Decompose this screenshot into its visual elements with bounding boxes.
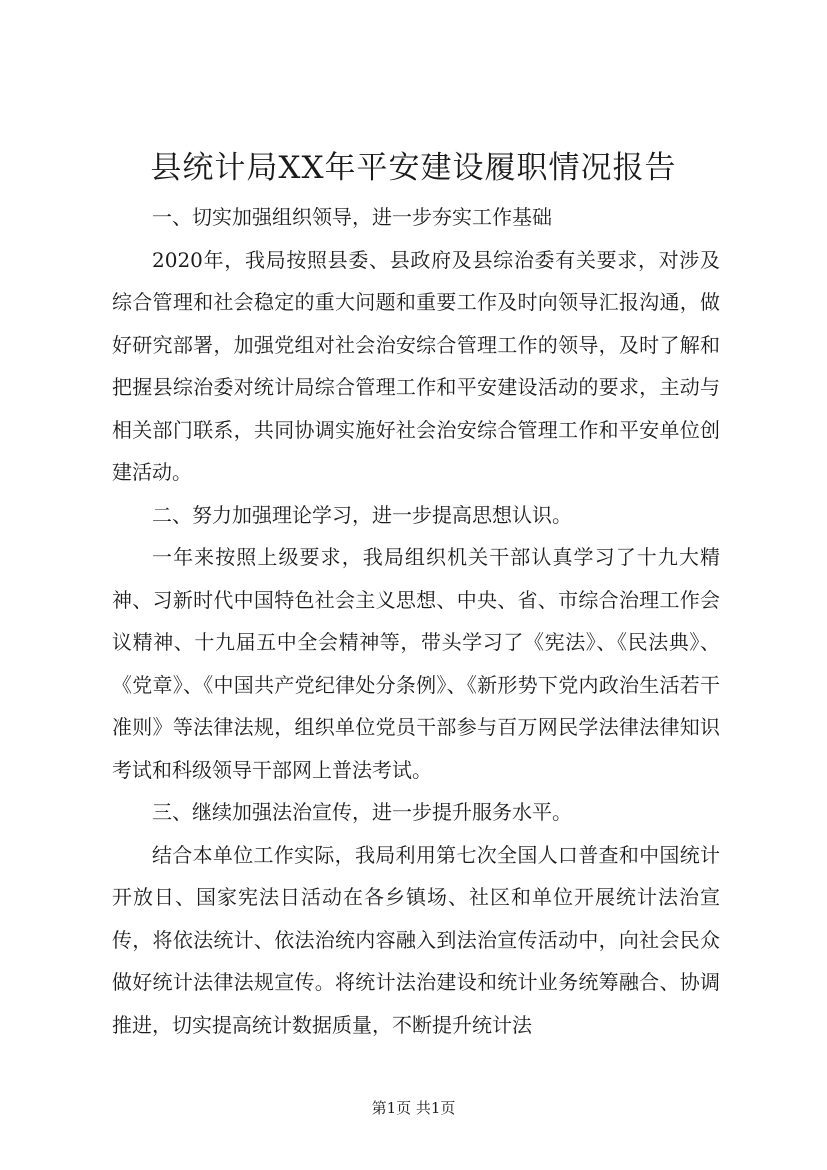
document-body — [112, 196, 720, 1046]
section-heading-1: 一、切实加强组织领导，进一步夯实工作基础 — [152, 205, 552, 229]
document-title: 县统计局XX年平安建设履职情况报告 — [150, 150, 677, 186]
body-paragraph-3: 结合本单位工作实际，我局利用第七次全国人口普查和中国统计开放日、国家宪法日活动在各乡镇场、社区和单位开展统计法治宣传，将依法统计、依法治统内容融入到法治宣传活动中，向社会民众做好统计法律法规宣传。将统计法治建设和统计业务统筹融合、协调推进，切实提高统计数据质量，不断提升统计法 — [112, 842, 720, 1037]
body-paragraph-2: 一年来按照上级要求，我局组织机关干部认真学习了十九大精神、习新时代中国特色社会主义思想、中央、省、市综合治理工作会议精神、十九届五中全会精神等，带头学习了《宪法》、《民法典》、《党章》、《中国共产党纪律处分条例》、《新形势下党内政治生活若干准则》等法律法规，组织单位党员干部参与百万网民学法律法律知识考试和科级领导干部网上普法考试。 — [112, 545, 720, 782]
body-paragraph-1: 2020年，我局按照县委、县政府及县综治委有关要求，对涉及综合管理和社会稳定的重大问题和重要工作及时向领导汇报沟通，做好研究部署，加强党组对社会治安综合管理工作的领导，及时了解和把握县综治委对统计局综合管理工作和平安建设活动的要求，主动与相关部门联系，共同协调实施好社会治安综合管理工作和平安单位创建活动。 — [112, 247, 720, 484]
page-number-footer: 第1页 共1页 — [371, 1099, 456, 1117]
section-heading-3: 三、继续加强法治宣传，进一步提升服务水平。 — [152, 800, 572, 824]
section-heading-2: 二、努力加强理论学习，进一步提高思想认识。 — [152, 502, 572, 527]
